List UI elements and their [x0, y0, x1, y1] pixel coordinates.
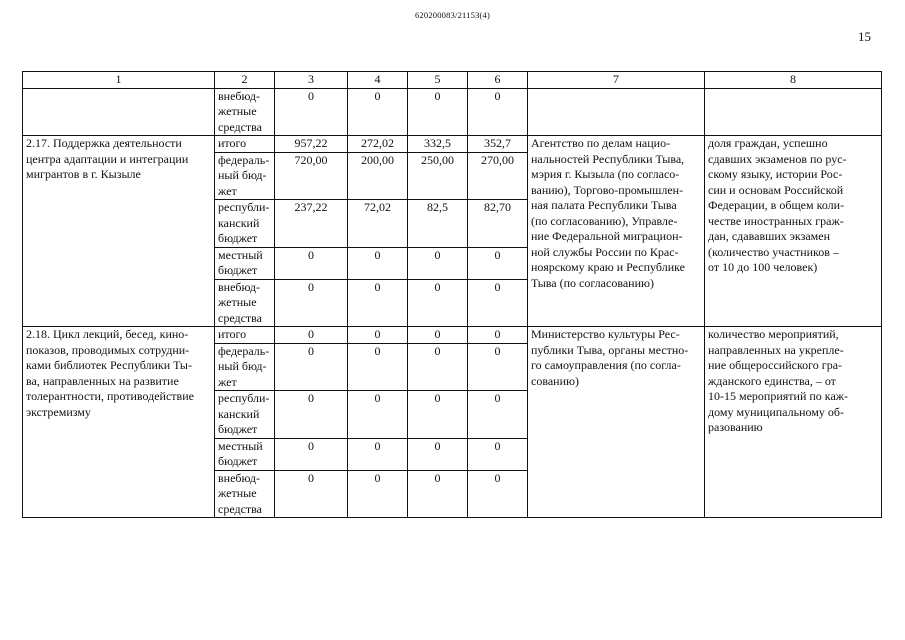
amount-cell: 0	[468, 470, 528, 518]
column-header-2: 2	[215, 72, 275, 89]
column-header-3: 3	[275, 72, 348, 89]
amount-cell: 0	[408, 247, 468, 279]
indicator-cell	[705, 88, 882, 136]
amount-cell: 0	[408, 327, 468, 344]
column-header-6: 6	[468, 72, 528, 89]
amount-cell: 0	[468, 343, 528, 391]
amount-cell: 0	[275, 279, 348, 327]
amount-cell: 957,22	[275, 136, 348, 153]
measure-name-cell	[23, 88, 215, 136]
amount-cell: 0	[275, 438, 348, 470]
amount-cell: 0	[348, 391, 408, 439]
column-header-7: 7	[528, 72, 705, 89]
amount-cell: 270,00	[468, 152, 528, 200]
amount-cell: 0	[275, 327, 348, 344]
amount-cell: 0	[348, 327, 408, 344]
amount-cell: 0	[348, 343, 408, 391]
table-row	[23, 136, 882, 153]
amount-cell: 0	[348, 247, 408, 279]
amount-cell: 0	[275, 88, 348, 136]
executor-cell	[528, 88, 705, 136]
amount-cell: 0	[275, 247, 348, 279]
column-header-5: 5	[408, 72, 468, 89]
amount-cell: 0	[468, 391, 528, 439]
measure-name-cell: 2.17. Поддержка деятельности центра адаптации и интеграции мигрантов в г. Кызыле	[23, 136, 215, 327]
funding-source-cell: местный бюджет	[215, 247, 275, 279]
column-header-1: 1	[23, 72, 215, 89]
amount-cell: 0	[275, 343, 348, 391]
funding-source-cell: республи- канский бюджет	[215, 391, 275, 439]
amount-cell: 0	[408, 438, 468, 470]
amount-cell: 352,7	[468, 136, 528, 153]
amount-cell: 0	[348, 438, 408, 470]
amount-cell: 332,5	[408, 136, 468, 153]
executor-cell: Агентство по делам нацио- нальностей Республики Тыва, мэрия г. Кызыла (по согласо- ванию), Торгово-промышлен- ная палата Республики Тыва (по согласованию), Управле- ние Федеральной миграцион- ной службы России по Крас- ноярскому краю и Республике Тыва (по согласованию)	[528, 136, 705, 327]
column-header-8: 8	[705, 72, 882, 89]
measure-name-cell: 2.18. Цикл лекций, бесед, кино- показов, проводимых сотрудни- ками библиотек Республики Ты- ва, направленных на развитие толерантности, противодействие экстремизму	[23, 327, 215, 518]
amount-cell: 0	[408, 279, 468, 327]
amount-cell: 0	[348, 88, 408, 136]
indicator-cell: доля граждан, успешно сдавших экзаменов по рус- скому языку, истории Рос- сии и основам Российской Федерации, в общем коли- честве иностранных граж- дан, сдававших экзамен (количество участников – от 10 до 100 человек)	[705, 136, 882, 327]
amount-cell: 82,5	[408, 200, 468, 248]
amount-cell: 0	[408, 343, 468, 391]
table-row	[23, 88, 882, 136]
table-row	[23, 327, 882, 344]
amount-cell: 0	[275, 391, 348, 439]
funding-source-cell: федераль- ный бюд- жет	[215, 152, 275, 200]
funding-source-cell: внебюд- жетные средства	[215, 279, 275, 327]
column-header-4: 4	[348, 72, 408, 89]
executor-cell: Министерство культуры Рес- публики Тыва, органы местно- го самоуправления (по согла- сованию)	[528, 327, 705, 518]
amount-cell: 272,02	[348, 136, 408, 153]
amount-cell: 0	[275, 470, 348, 518]
amount-cell: 720,00	[275, 152, 348, 200]
amount-cell: 0	[468, 438, 528, 470]
indicator-cell: количество мероприятий, направленных на укрепле- ние общероссийского гра- жданского единства, – от 10-15 мероприятий по каж- дому муниципальному об- разованию	[705, 327, 882, 518]
funding-source-cell: местный бюджет	[215, 438, 275, 470]
page-number: 15	[858, 29, 871, 44]
amount-cell: 250,00	[408, 152, 468, 200]
funding-source-cell: итого	[215, 136, 275, 153]
amount-cell: 237,22	[275, 200, 348, 248]
funding-source-cell: внебюд- жетные средства	[215, 470, 275, 518]
amount-cell: 0	[408, 470, 468, 518]
amount-cell: 0	[468, 327, 528, 344]
amount-cell: 0	[468, 88, 528, 136]
amount-cell: 200,00	[348, 152, 408, 200]
amount-cell: 82,70	[468, 200, 528, 248]
funding-source-cell: федераль- ный бюд- жет	[215, 343, 275, 391]
column-header-row	[23, 72, 882, 89]
amount-cell: 0	[468, 247, 528, 279]
amount-cell: 0	[468, 279, 528, 327]
funding-source-cell: внебюд- жетные средства	[215, 88, 275, 136]
program-table	[22, 71, 882, 518]
funding-source-cell: итого	[215, 327, 275, 344]
amount-cell: 0	[408, 391, 468, 439]
document-id: 620200083/21153(4)	[414, 10, 491, 20]
amount-cell: 0	[348, 470, 408, 518]
amount-cell: 72,02	[348, 200, 408, 248]
funding-source-cell: республи- канский бюджет	[215, 200, 275, 248]
amount-cell: 0	[348, 279, 408, 327]
amount-cell: 0	[408, 88, 468, 136]
